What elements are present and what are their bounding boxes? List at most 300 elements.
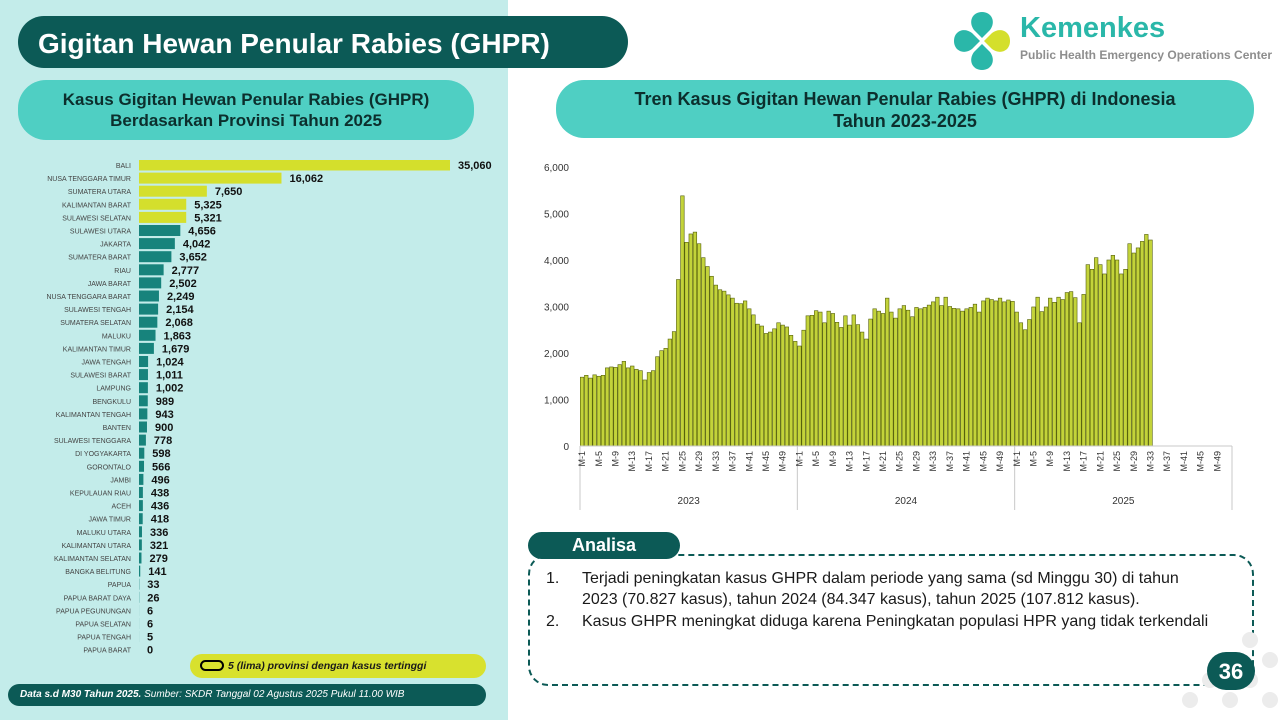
- trend-bar: [931, 302, 935, 446]
- trend-bar: [1128, 244, 1132, 446]
- x-tick-label: M-13: [1061, 451, 1072, 472]
- province-label: RIAU: [114, 267, 131, 275]
- legend-swatch: [200, 660, 224, 671]
- trend-bar: [865, 339, 869, 446]
- y-tick-label: 2,000: [543, 349, 569, 360]
- source-note-bold: Data s.d M30 Tahun 2025.: [20, 689, 142, 700]
- province-label: SUMATERA SELATAN: [60, 320, 131, 328]
- province-value-label: 4,042: [182, 238, 211, 251]
- trend-bar: [831, 313, 835, 446]
- x-tick-label: M-9: [827, 451, 838, 467]
- year-label: 2024: [894, 496, 918, 507]
- province-value-label: 2,068: [165, 317, 193, 330]
- province-value-label: 1,011: [155, 369, 183, 382]
- trend-bar: [1036, 297, 1040, 446]
- province-label: KALIMANTAN SELATAN: [53, 556, 131, 563]
- trend-bar: [697, 244, 701, 446]
- province-value-label: 26: [147, 592, 160, 605]
- trend-bar: [810, 315, 814, 446]
- trend-bar: [647, 373, 651, 446]
- trend-bar: [672, 332, 676, 446]
- x-tick-label: M-13: [627, 451, 638, 472]
- trend-bar: [618, 365, 622, 446]
- trend-bar: [789, 335, 793, 446]
- province-label: JAWA TIMUR: [88, 516, 131, 524]
- legend-text: 5 (lima) provinsi dengan kasus tertinggi: [228, 660, 427, 672]
- trend-bar: [910, 317, 914, 446]
- province-label: PAPUA BARAT: [83, 647, 131, 655]
- trend-bar: [597, 376, 601, 446]
- trend-bar: [982, 301, 986, 446]
- province-bar: [139, 304, 158, 315]
- province-bar: [139, 474, 143, 485]
- trend-bar: [781, 325, 785, 446]
- trend-bar: [927, 305, 931, 446]
- trend-bar: [936, 297, 940, 446]
- x-tick-label: M-5: [811, 451, 822, 467]
- trend-bar: [923, 307, 927, 446]
- trend-bar: [793, 341, 797, 446]
- province-value-label: 418: [150, 513, 170, 526]
- trend-bar: [1061, 300, 1065, 446]
- trend-bar: [956, 309, 960, 446]
- province-label: SULAWESI UTARA: [69, 228, 131, 236]
- province-value-label: 5: [147, 631, 154, 644]
- province-value-label: 5,325: [194, 199, 222, 212]
- y-tick-label: 0: [563, 442, 569, 453]
- trend-bar: [1073, 298, 1077, 446]
- trend-bar: [656, 357, 660, 446]
- x-tick-label: M-45: [978, 451, 989, 472]
- trend-bar: [814, 311, 818, 446]
- province-label: GORONTALO: [86, 464, 131, 472]
- trend-bar: [676, 280, 680, 446]
- x-tick-label: M-33: [928, 451, 939, 472]
- trend-bar: [601, 375, 605, 446]
- source-note-text: Sumber: SKDR Tanggal 02 Agustus 2025 Pukul 11.00 WIB: [141, 689, 405, 700]
- trend-bar: [614, 367, 618, 446]
- province-bar: [139, 382, 148, 393]
- province-bar: [139, 160, 450, 171]
- province-label: PAPUA BARAT DAYA: [63, 595, 131, 603]
- trend-bar: [580, 377, 584, 446]
- x-tick-label: M-49: [995, 451, 1006, 472]
- province-value-label: 35,060: [458, 160, 492, 172]
- trend-bar: [802, 330, 806, 446]
- logo-subtitle: Public Health Emergency Operations Center: [1020, 48, 1273, 62]
- x-tick-label: M-41: [744, 451, 755, 472]
- trend-bar: [1145, 234, 1149, 446]
- y-tick-label: 6,000: [543, 163, 569, 174]
- trend-bar: [718, 290, 722, 446]
- province-label: ACEH: [111, 503, 131, 511]
- trend-bar: [639, 371, 643, 446]
- trend-bar: [940, 306, 944, 446]
- trend-bar: [584, 375, 588, 446]
- trend-bar: [630, 366, 634, 446]
- province-label: PAPUA TENGAH: [77, 634, 131, 642]
- trend-bar: [1048, 298, 1052, 446]
- trend-bar: [743, 301, 747, 446]
- province-label: KALIMANTAN BARAT: [62, 202, 131, 210]
- x-tick-label: M-21: [878, 451, 889, 472]
- trend-bar: [998, 298, 1002, 446]
- province-label: JAWA TENGAH: [81, 359, 131, 367]
- province-value-label: 2,249: [166, 291, 195, 303]
- trend-bar: [764, 333, 768, 446]
- province-chart-heading: Kasus Gigitan Hewan Penular Rabies (GHPR) Berdasarkan Provinsi Tahun 2025: [18, 80, 474, 140]
- trend-chart-heading-line2: Tahun 2023-2025: [833, 111, 977, 131]
- trend-bar: [1119, 274, 1123, 446]
- y-tick-label: 5,000: [543, 209, 569, 221]
- province-value-label: 900: [154, 422, 174, 434]
- trend-bar: [1015, 312, 1019, 446]
- analysis-item-number: 2.: [546, 613, 560, 630]
- x-tick-label: M-41: [961, 451, 972, 472]
- x-tick-label: M-49: [777, 451, 788, 472]
- trend-bar: [827, 311, 831, 446]
- province-bar: [139, 330, 156, 341]
- trend-bar: [869, 319, 873, 446]
- province-bar: [139, 317, 157, 328]
- trend-bar: [806, 316, 810, 446]
- province-value-label: 778: [153, 435, 173, 448]
- trend-bar: [1132, 253, 1136, 446]
- province-label: KALIMANTAN TENGAH: [55, 411, 131, 419]
- province-value-label: 4,656: [188, 225, 216, 238]
- logo-title: Kemenkes: [1020, 12, 1166, 44]
- province-label: MALUKU: [101, 333, 131, 341]
- trend-bar: [1094, 258, 1098, 446]
- province-bar: [139, 225, 180, 236]
- x-tick-label: M-29: [911, 451, 922, 472]
- trend-chart-heading: [556, 80, 1254, 138]
- trend-bar: [969, 307, 973, 446]
- trend-bar: [722, 291, 726, 446]
- analysis-box: [528, 554, 1254, 686]
- trend-bar: [944, 297, 948, 446]
- province-value-label: 496: [151, 474, 170, 487]
- province-label: SULAWESI SELATAN: [62, 215, 131, 223]
- province-value-label: 6: [147, 618, 154, 631]
- trend-chart-heading-line1: Tren Kasus Gigitan Hewan Penular Rabies (GHPR) di Indonesia: [634, 89, 1176, 109]
- analysis-list: [544, 568, 1214, 633]
- trend-bar: [1082, 294, 1086, 446]
- trend-bar: [798, 346, 802, 446]
- trend-bar: [693, 232, 697, 446]
- trend-bar: [906, 310, 910, 446]
- province-bar-chart: [0, 160, 508, 660]
- province-bar: [139, 487, 143, 498]
- province-value-label: 3,652: [179, 251, 207, 264]
- province-label: KALIMANTAN UTARA: [61, 542, 131, 550]
- x-tick-label: M-29: [694, 451, 705, 472]
- trend-bar: [1124, 269, 1128, 446]
- province-label: SUMATERA BARAT: [68, 254, 131, 262]
- trend-bar: [689, 234, 693, 446]
- province-label: BANGKA BELITUNG: [65, 569, 131, 577]
- province-bar: [139, 461, 144, 472]
- trend-bar: [1032, 307, 1036, 446]
- x-tick-label: M-45: [1195, 451, 1206, 472]
- analysis-item-text: Terjadi peningkatan kasus GHPR dalam periode yang sama (sd Minggu 30) di tahun 2023 (70.827 kasus), tahun 2024 (84.347 kasus), tahun 2025 (107.812 kasus).: [582, 570, 1179, 608]
- x-tick-label: M-41: [1178, 451, 1189, 472]
- trend-bar: [756, 324, 760, 446]
- x-tick-label: M-21: [660, 451, 671, 472]
- trend-bar: [890, 312, 894, 446]
- province-value-label: 989: [155, 395, 175, 408]
- analysis-title: Analisa: [528, 532, 680, 559]
- x-tick-label: M-17: [1078, 451, 1089, 472]
- trend-bar: [852, 315, 856, 446]
- trend-bar: [1011, 301, 1015, 446]
- trend-bar: [1149, 240, 1153, 446]
- year-label: 2025: [1112, 496, 1135, 507]
- trend-bar: [839, 327, 843, 446]
- province-value-label: 33: [147, 579, 160, 592]
- province-value-label: 141: [148, 566, 167, 579]
- province-bar: [139, 369, 148, 380]
- trend-bar: [773, 329, 777, 446]
- province-bar: [139, 173, 281, 184]
- trend-bar: [986, 298, 990, 446]
- x-tick-label: M-17: [643, 451, 654, 472]
- trend-bar: [860, 332, 864, 446]
- trend-bar: [668, 339, 672, 446]
- province-bar: [139, 238, 175, 249]
- province-bar: [139, 435, 146, 446]
- trend-bar: [919, 309, 923, 446]
- trend-bar: [1140, 241, 1144, 446]
- source-note: [8, 684, 486, 706]
- province-bar: [139, 199, 186, 210]
- province-value-label: 279: [149, 553, 168, 565]
- trend-bar: [664, 348, 668, 446]
- trend-bar: [1019, 323, 1023, 446]
- trend-bar: [760, 326, 764, 446]
- kemenkes-logo: [950, 8, 1280, 78]
- province-label: PAPUA PEGUNUNGAN: [56, 608, 131, 616]
- province-label: BALI: [115, 163, 131, 170]
- x-tick-label: M-1: [794, 451, 805, 467]
- province-label: DI YOGYAKARTA: [75, 451, 131, 459]
- trend-bar: [768, 332, 772, 446]
- trend-bar: [626, 368, 630, 446]
- trend-bar: [635, 369, 639, 446]
- x-tick-label: M-1: [577, 451, 588, 467]
- trend-bar-chart: [520, 150, 1240, 520]
- trend-bar: [660, 351, 664, 446]
- trend-bar: [961, 311, 965, 446]
- trend-bar: [856, 325, 860, 446]
- x-tick-label: M-45: [760, 451, 771, 472]
- x-tick-label: M-25: [677, 451, 688, 472]
- province-value-label: 0: [147, 644, 154, 657]
- trend-bar: [785, 327, 789, 446]
- x-tick-label: M-13: [844, 451, 855, 472]
- province-bar: [139, 448, 144, 459]
- x-tick-label: M-37: [944, 451, 955, 472]
- province-label: JAKARTA: [100, 241, 131, 249]
- analysis-item-number: 1.: [546, 570, 560, 587]
- province-value-label: 7,650: [214, 186, 243, 199]
- trend-bar: [681, 196, 685, 446]
- trend-bar: [747, 309, 751, 446]
- province-value-label: 1,024: [156, 356, 184, 369]
- province-label: BANTEN: [102, 425, 131, 432]
- trend-bar: [643, 380, 647, 446]
- province-value-label: 438: [150, 487, 170, 500]
- x-tick-label: M-33: [710, 451, 721, 472]
- province-label: SULAWESI BARAT: [70, 372, 131, 380]
- trend-bar: [735, 303, 739, 446]
- province-value-label: 16,062: [289, 173, 324, 186]
- trend-bar: [1099, 265, 1103, 446]
- trend-bar: [1053, 302, 1057, 446]
- province-value-label: 943: [155, 408, 174, 421]
- trend-bar: [777, 323, 781, 446]
- province-value-label: 321: [149, 539, 169, 552]
- province-bar: [139, 395, 148, 406]
- x-tick-label: M-25: [1112, 451, 1123, 472]
- province-label: LAMPUNG: [96, 385, 131, 393]
- province-bar: [139, 343, 154, 354]
- trend-bar: [731, 298, 735, 446]
- trend-bar: [990, 300, 994, 446]
- province-value-label: 6: [147, 605, 154, 618]
- trend-bar: [685, 242, 689, 446]
- trend-bar: [752, 315, 756, 446]
- trend-bar: [1044, 307, 1048, 446]
- x-tick-label: M-5: [1028, 451, 1039, 467]
- trend-bar: [965, 309, 969, 446]
- province-bar: [139, 422, 147, 433]
- trend-bar: [823, 323, 827, 446]
- province-bar: [139, 212, 186, 223]
- trend-bar: [702, 258, 706, 446]
- trend-bar: [1040, 312, 1044, 446]
- province-label: SUMATERA UTARA: [67, 189, 131, 197]
- province-value-label: 2,502: [169, 277, 197, 290]
- trend-bar: [915, 307, 919, 446]
- province-bar: [139, 251, 171, 262]
- province-label: BENGKULU: [92, 398, 131, 406]
- trend-bar: [902, 306, 906, 446]
- trend-bar: [1107, 260, 1111, 446]
- province-bar: [139, 291, 159, 302]
- trend-bar: [706, 267, 710, 446]
- trend-bar: [948, 307, 952, 447]
- trend-bar: [651, 371, 655, 446]
- province-value-label: 2,777: [171, 264, 200, 277]
- trend-bar: [835, 322, 839, 446]
- province-bar: [139, 408, 147, 419]
- trend-bar: [819, 312, 823, 446]
- trend-bar: [1115, 260, 1119, 446]
- x-tick-label: M-1: [1011, 451, 1022, 467]
- trend-bar: [1065, 293, 1069, 446]
- province-label: KEPULAUAN RIAU: [69, 490, 131, 498]
- province-label: JAWA BARAT: [87, 280, 131, 288]
- province-label: NUSA TENGGARA BARAT: [46, 294, 131, 301]
- trend-bar: [610, 367, 614, 446]
- trend-bar: [1069, 292, 1073, 446]
- province-bar: [139, 186, 207, 197]
- x-tick-label: M-5: [593, 451, 604, 467]
- trend-bar: [589, 378, 593, 446]
- trend-bar: [593, 375, 597, 446]
- trend-bar: [1028, 320, 1032, 446]
- analysis-item: [544, 611, 1214, 632]
- trend-bar: [877, 311, 881, 446]
- trend-bar: [1057, 297, 1061, 446]
- trend-bar: [1023, 330, 1027, 446]
- trend-bar: [994, 301, 998, 446]
- trend-bar: [1007, 300, 1011, 446]
- trend-bar: [844, 316, 848, 446]
- trend-bar: [973, 304, 977, 446]
- province-bar: [139, 356, 148, 367]
- trend-bar: [605, 368, 609, 446]
- trend-bar: [885, 298, 889, 446]
- trend-bar: [898, 309, 902, 446]
- year-label: 2023: [677, 496, 700, 507]
- x-tick-label: M-37: [1162, 451, 1173, 472]
- page-number: 36: [1207, 652, 1255, 690]
- province-value-label: 2,154: [166, 304, 194, 317]
- province-bar: [139, 513, 143, 524]
- x-tick-label: M-25: [894, 451, 905, 472]
- province-value-label: 566: [152, 461, 171, 474]
- province-value-label: 336: [149, 526, 169, 539]
- analysis-item: [544, 568, 1214, 610]
- x-tick-label: M-21: [1095, 451, 1106, 472]
- trend-bar: [894, 318, 898, 446]
- x-tick-label: M-33: [1145, 451, 1156, 472]
- trend-bar: [739, 304, 743, 446]
- province-bar: [139, 264, 164, 275]
- x-tick-label: M-9: [610, 451, 621, 467]
- trend-bar: [622, 361, 626, 446]
- chart-legend: [190, 654, 486, 678]
- province-value-label: 436: [150, 500, 170, 513]
- trend-bar: [1136, 248, 1140, 446]
- analysis-item-text: Kasus GHPR meningkat diduga karena Peningkatan populasi HPR yang tidak terkendali: [582, 613, 1209, 630]
- province-label: SULAWESI TENGGARA: [53, 438, 131, 446]
- trend-bar: [1002, 302, 1006, 446]
- trend-bar: [1078, 323, 1082, 446]
- province-value-label: 598: [152, 448, 171, 461]
- trend-bar: [848, 325, 852, 446]
- trend-bar: [1103, 274, 1107, 446]
- trend-bar: [1111, 255, 1115, 446]
- province-label: NUSA TENGGARA TIMUR: [47, 176, 131, 184]
- province-label: KALIMANTAN TIMUR: [62, 346, 131, 354]
- province-label: MALUKU UTARA: [76, 529, 131, 537]
- province-value-label: 1,863: [163, 330, 192, 343]
- province-bar: [139, 566, 140, 577]
- y-tick-label: 3,000: [543, 302, 569, 314]
- province-bar: [139, 539, 142, 550]
- province-value-label: 1,002: [155, 382, 184, 395]
- kemenkes-logo-icon: [950, 8, 1014, 74]
- x-tick-label: M-17: [861, 451, 872, 472]
- trend-bar: [714, 285, 718, 446]
- province-label: SULAWESI TENGAH: [64, 307, 131, 315]
- trend-bar: [952, 308, 956, 446]
- province-bar: [139, 500, 143, 511]
- trend-bar: [873, 309, 877, 446]
